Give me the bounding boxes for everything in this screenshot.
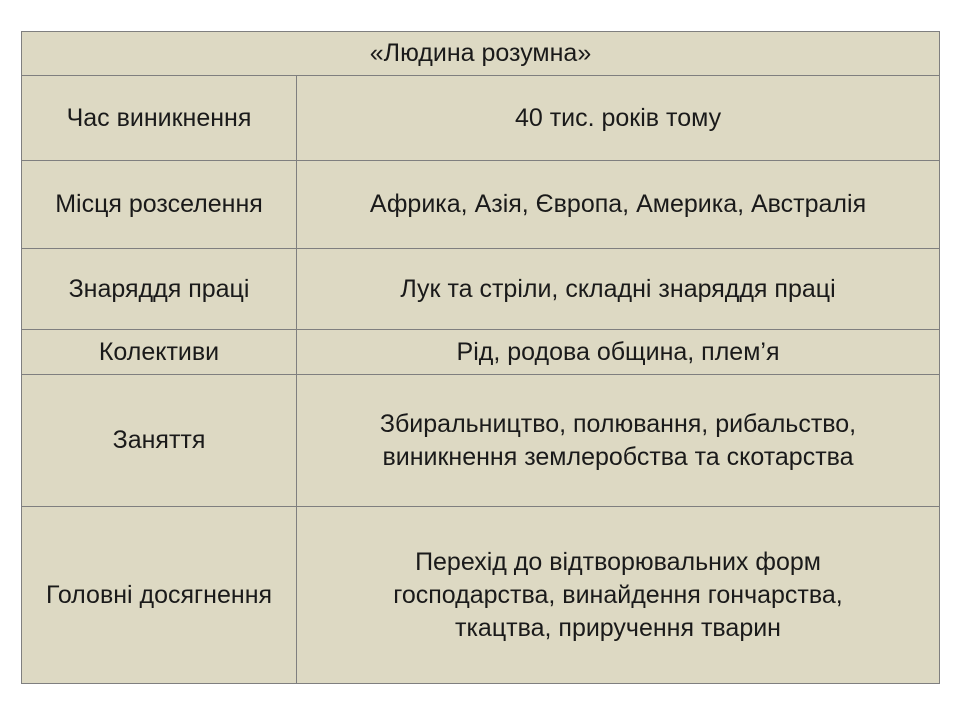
table-row	[22, 375, 940, 507]
row-value	[297, 249, 940, 330]
row-value-line: ткацтва, приручення тварин	[455, 613, 781, 642]
row-value	[297, 330, 940, 375]
row-label: Знаряддя праці	[22, 249, 297, 330]
table-title-row	[22, 32, 940, 76]
row-value-line: Рід, родова община, плем’я	[456, 337, 780, 366]
row-label: Час виникнення	[22, 76, 297, 161]
row-label: Заняття	[22, 375, 297, 507]
table-title: «Людина розумна»	[22, 32, 940, 76]
row-value-line: Збиральництво, полювання, рибальство,	[379, 409, 857, 438]
row-value	[297, 375, 940, 507]
row-value-line: Перехід до відтворювальних форм	[415, 547, 821, 576]
row-value-line: 40 тис. років тому	[514, 103, 722, 132]
row-label: Колективи	[22, 330, 297, 375]
table-row	[22, 161, 940, 249]
row-value-line: Лук та стріли, складні знаряддя праці	[400, 274, 836, 303]
summary-table	[21, 31, 940, 684]
row-value	[297, 507, 940, 684]
row-value-line: господарства, винайдення гончарства,	[393, 580, 843, 609]
table-row	[22, 76, 940, 161]
row-value	[297, 76, 940, 161]
table-row	[22, 330, 940, 375]
row-value-line: виникнення землеробства та скотарства	[382, 442, 854, 471]
summary-table-container	[21, 31, 939, 684]
table-row	[22, 507, 940, 684]
row-value	[297, 161, 940, 249]
table-row	[22, 249, 940, 330]
row-label: Місця розселення	[22, 161, 297, 249]
row-value-line: Африка, Азія, Європа, Америка, Австралія	[369, 190, 867, 218]
row-label: Головні досягнення	[22, 507, 297, 684]
